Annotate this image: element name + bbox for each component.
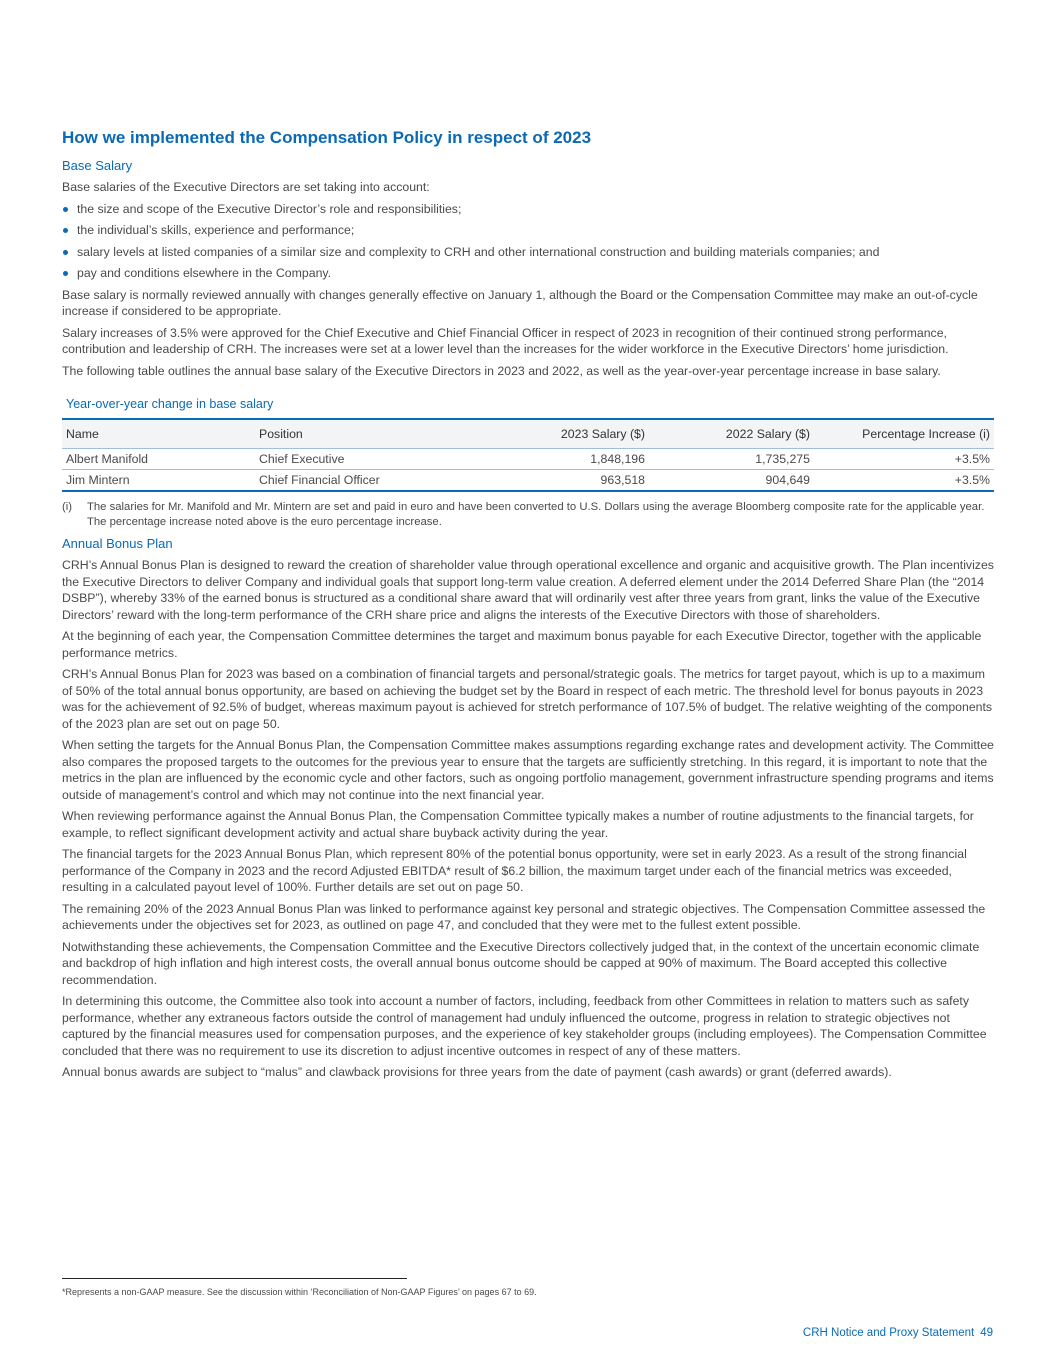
cell-2022-salary: 904,649 [765,473,810,487]
salary-table [62,418,994,492]
table-title: Year-over-year change in base salary [66,397,274,411]
footnote: *Represents a non-GAAP measure. See the discussion within ‘Reconciliation of Non-GAAP Figures’ on pages 67 to 69. [62,1287,537,1297]
base-salary-bullets [62,201,994,282]
paragraph: Notwithstanding these achievements, the Compensation Committee and the Executive Directors collectively judged that, in the context of the uncertain economic climate and backdrop of high inflation and high interest costs, the overall annual bonus outcome should be capped at 90% of maximum. The Board accepted this collective recommendation. [62,939,980,987]
cell-percentage-increase: +3.5% [954,452,990,466]
page-title: How we implemented the Compensation Policy in respect of 2023 [62,128,592,147]
table-note [62,500,994,530]
col-header-position: Position [259,427,303,441]
table-note-mark: (i) [62,501,73,513]
table-row [62,449,994,470]
paragraph: CRH’s Annual Bonus Plan for 2023 was based on a combination of financial targets and personal/strategic goals. The metrics for target payout, which is up to a maximum of 50% of the total annual bonus opportunity, are based on achieving the budget set by the Board in respect of each metric. The threshold level for bonus payouts in 2023 was for the achievement of 92.5% of budget, whereas maximum payout is achieved for stretch performance of 107.5% of budget. The relative weighting of the components of the 2023 plan are set out on page 50. [62,667,993,731]
page-content [62,128,994,1086]
paragraph: Annual bonus awards are subject to “malus” and clawback provisions for three years from the date of payment (cash awards) or grant (deferred awards). [62,1065,892,1079]
paragraph: The financial targets for the 2023 Annual Bonus Plan, which represent 80% of the potential bonus opportunity, were set in early 2023. As a result of the strong financial performance of the Company in 2023 and the record Adjusted EBITDA* result of $6.2 billion, the maximum target under each of the financial metrics was exceeded, resulting in a calculated payout level of 100%. Further details are set out on page 50. [62,847,967,894]
table-note-text: The salaries for Mr. Manifold and Mr. Mintern are set and paid in euro and have been converted to U.S. Dollars using the average Bloomberg composite rate for the applicable year. The percentage increase noted above is the euro percentage increase. [87,501,985,528]
cell-position: Chief Executive [259,452,345,466]
cell-2023-salary: 1,848,196 [590,452,645,466]
base-salary-intro: Base salaries of the Executive Directors are set taking into account: [62,180,430,194]
paragraph: The following table outlines the annual base salary of the Executive Directors in 2023 and 2022, as well as the year-over-year percentage increase in base salary. [62,363,941,378]
paragraph: The remaining 20% of the 2023 Annual Bonus Plan was linked to performance against key personal and strategic objectives. The Compensation Committee assessed the achievements under the objectives set for 2023, as outlined on page 47, and concluded that they were met to the fullest extent possible. [62,901,986,932]
cell-name: Jim Mintern [66,473,130,487]
section-title-base-salary: Base Salary [62,158,133,173]
paragraph: Salary increases of 3.5% were approved for the Chief Executive and Chief Financial Officer in respect of 2023 in recognition of their continued strong performance, contribution and leadership of CRH. The increases were set at a lower level than the increases for the wider workforce in the Executive Directors’ home jurisdiction. [62,325,949,356]
col-header-percentage-increase: Percentage Increase (i) [862,427,990,441]
paragraph: CRH’s Annual Bonus Plan is designed to reward the creation of shareholder value through operational excellence and organic and acquisitive growth. The Plan incentivizes the Executive Directors to deliver Company and individual goals that support long-term value creation. A deferred element under the 2014 Deferred Share Plan (the “2014 DSBP”), whereby 33% of the earned bonus is structured as a conditional share award that will ordinarily vest after three years from grant, links the value of the Executive Directors’ reward with the long-term performance of the CRH share price and aligns the interests of the Executive Directors with those of shareholders. [62,558,994,622]
paragraph: Base salary is normally reviewed annually with changes generally effective on January 1, although the Board or the Compensation Committee may make an out-of-cycle increase if considered to be appropriate. [62,287,978,318]
bullet-item: the size and scope of the Executive Director’s role and responsibilities; [62,201,994,218]
section-title-annual-bonus: Annual Bonus Plan [62,536,173,551]
cell-position: Chief Financial Officer [259,473,380,487]
paragraph: When setting the targets for the Annual Bonus Plan, the Compensation Committee makes assumptions regarding exchange rates and development activity. The Committee also compares the proposed targets to the outcomes for the previous year to ensure that the targets are sufficiently stretching. In this regard, it is important to note that the metrics in the plan are influenced by the economic cycle and other factors, such as ongoing portfolio management, government infrastructure spending programs and items outside of management’s control and which may not continue into the next financial year. [62,738,994,802]
page-footer [803,1327,993,1339]
bullet-icon [63,228,68,233]
paragraph: When reviewing performance against the Annual Bonus Plan, the Compensation Committee typically makes a number of routine adjustments to the financial targets, for example, to reflect significant development activity and actual share buyback activity during the year. [62,809,974,840]
bullet-item: salary levels at listed companies of a similar size and complexity to CRH and other international construction and building materials companies; and [62,244,994,261]
page-number: 49 [980,1327,993,1339]
table-header-row [62,419,994,449]
col-header-2022-salary: 2022 Salary ($) [725,427,810,441]
paragraph: At the beginning of each year, the Compensation Committee determines the target and maximum bonus payable for each Executive Director, together with the applicable performance metrics. [62,629,982,660]
bullet-icon [63,207,68,212]
cell-name: Albert Manifold [66,452,149,466]
cell-2023-salary: 963,518 [600,473,645,487]
cell-percentage-increase: +3.5% [954,473,990,487]
footnote-divider [62,1278,407,1279]
col-header-2023-salary: 2023 Salary ($) [560,427,645,441]
table-row [62,470,994,492]
bullet-icon [63,271,68,276]
cell-2022-salary: 1,735,275 [755,452,810,466]
footer-title: CRH Notice and Proxy Statement [802,1327,975,1339]
bullet-item: pay and conditions elsewhere in the Company. [62,265,994,282]
bullet-item: the individual’s skills, experience and performance; [62,222,994,239]
paragraph: In determining this outcome, the Committee also took into account a number of factors, including, feedback from other Committees in relation to matters such as safety performance, whether any extraneous factors outside the control of management had unduly influenced the outcome, progress in relation to strategic objectives not captured by the financial measures used for compensation purposes, and the experience of key stakeholder groups (including employees). The Compensation Committee concluded that there was no requirement to use its discretion to adjust incentive outcomes in respect of any of these matters. [62,994,987,1058]
bullet-icon [63,250,68,255]
col-header-name: Name [66,427,99,441]
